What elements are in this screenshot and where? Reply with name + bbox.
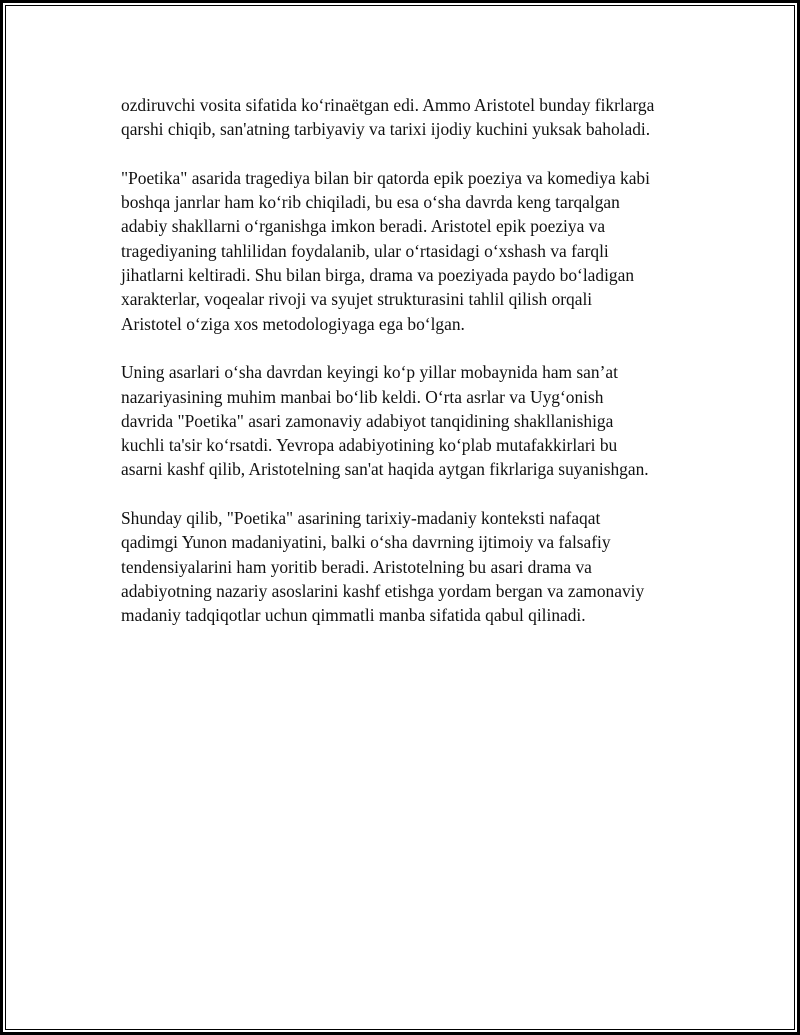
paragraph-1-line-2: qarshi chiqib, san'atning tarbiyaviy va tarixi ijodiy kuchini yuksak baholadi.: [121, 119, 651, 140]
paragraph-4-line-4: adabiyotning nazariy asoslarini kashf etishga yordam bergan va zamonaviy: [121, 580, 645, 601]
paragraph-3: [121, 360, 693, 481]
paragraph-3-line-1: Uning asarlari o‘sha davrdan keyingi ko‘p yillar mobaynida ham san’at: [121, 362, 618, 383]
paragraph-2-line-2: boshqa janrlar ham ko‘rib chiqiladi, bu esa o‘sha davrda keng tarqalgan: [121, 192, 620, 213]
paragraph-4-line-2: qadimgi Yunon madaniyatini, balki o‘sha davrning ijtimoiy va falsafiy: [121, 532, 611, 553]
paragraph-2-line-7: Aristotel o‘ziga xos metodologiyaga ega bo‘lgan.: [121, 313, 465, 334]
paragraph-2: [121, 166, 693, 336]
paragraph-2-line-4: tragediyaning tahlilidan foydalanib, ular o‘rtasidagi o‘xshash va farqli: [121, 240, 609, 261]
paragraph-4-line-3: tendensiyalarini ham yoritib beradi. Aristotelning bu asari drama va: [121, 556, 592, 577]
paragraph-2-line-1: "Poetika" asarida tragediya bilan bir qatorda epik poeziya va komediya kabi: [121, 167, 650, 188]
paragraph-2-line-5: jihatlarni keltiradi. Shu bilan birga, drama va poeziyada paydo bo‘ladigan: [121, 265, 635, 286]
paragraph-1: [121, 93, 693, 142]
paragraph-4-line-1: Shunday qilib, "Poetika" asarining tarixiy-madaniy konteksti nafaqat: [121, 508, 601, 529]
document-body: [121, 93, 693, 652]
paragraph-3-line-3: davrida "Poetika" asari zamonaviy adabiyot tanqidining shakllanishiga: [121, 410, 614, 431]
paragraph-2-line-6: xarakterlar, voqealar rivoji va syujet strukturasini tahlil qilish orqali: [121, 289, 593, 310]
paragraph-2-line-3: adabiy shakllarni o‘rganishga imkon beradi. Aristotel epik poeziya va: [121, 216, 606, 237]
paragraph-1-line-1: ozdiruvchi vosita sifatida ko‘rinaëtgan edi. Ammo Aristotel bunday fikrlarga: [121, 95, 655, 115]
paragraph-3-line-5: asarni kashf qilib, Aristotelning san'at haqida aytgan fikrlariga suyanishgan.: [121, 459, 649, 480]
paragraph-3-line-2: nazariyasining muhim manbai bo‘lib keldi. O‘rta asrlar va Uyg‘onish: [121, 386, 604, 407]
paragraph-4: [121, 506, 693, 627]
paragraph-4-line-5: madaniy tadqiqotlar uchun qimmatli manba sifatida qabul qilinadi.: [121, 605, 586, 626]
paragraph-3-line-4: kuchli ta'sir ko‘rsatdi. Yevropa adabiyotining ko‘plab mutafakkirlari bu: [121, 435, 618, 456]
